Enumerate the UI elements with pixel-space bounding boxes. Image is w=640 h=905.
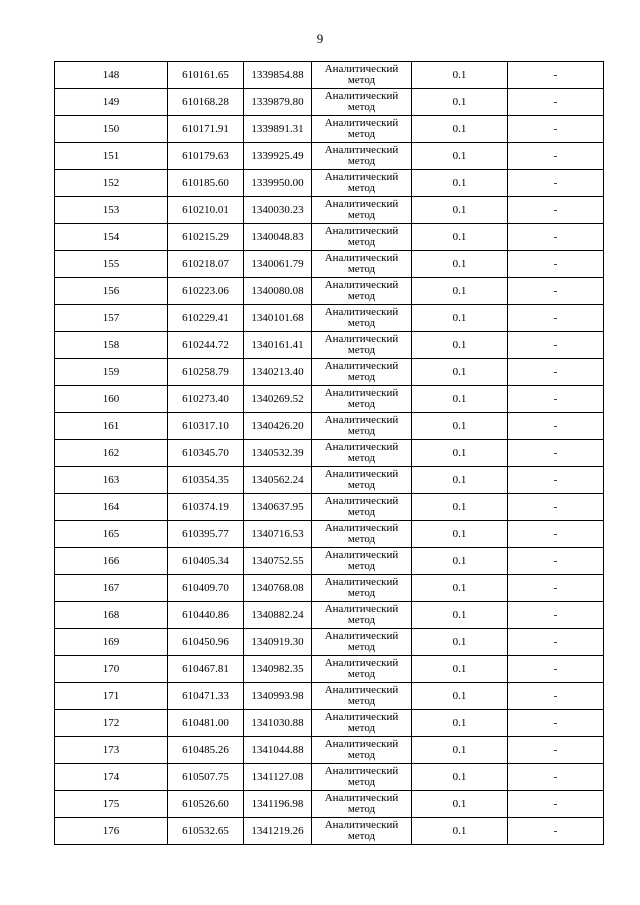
- accuracy-cell: 0.1: [412, 521, 508, 548]
- method-cell: [312, 710, 412, 737]
- method-line: метод: [347, 668, 376, 680]
- note-cell: -: [508, 683, 604, 710]
- method-line: Аналитический: [324, 630, 399, 642]
- y-coordinate-cell: 1339854.88: [244, 62, 312, 89]
- method-line: метод: [347, 425, 376, 437]
- method-line: Аналитический: [324, 468, 399, 480]
- method-line: Аналитический: [324, 684, 399, 696]
- x-coordinate-cell: 610179.63: [168, 143, 244, 170]
- method-line: метод: [347, 371, 376, 383]
- method-line: Аналитический: [324, 360, 399, 372]
- point-number-cell: 160: [55, 386, 168, 413]
- method-line: метод: [347, 776, 376, 788]
- point-number-cell: 154: [55, 224, 168, 251]
- note-cell: -: [508, 440, 604, 467]
- accuracy-cell: 0.1: [412, 251, 508, 278]
- y-coordinate-cell: 1341030.88: [244, 710, 312, 737]
- x-coordinate-cell: 610526.60: [168, 791, 244, 818]
- method-line: Аналитический: [324, 63, 399, 75]
- note-cell: -: [508, 818, 604, 845]
- method-line: Аналитический: [324, 279, 399, 291]
- table-row: [55, 791, 604, 818]
- x-coordinate-cell: 610471.33: [168, 683, 244, 710]
- note-cell: -: [508, 251, 604, 278]
- accuracy-cell: 0.1: [412, 737, 508, 764]
- x-coordinate-cell: 610218.07: [168, 251, 244, 278]
- method-cell: [312, 440, 412, 467]
- method-line: метод: [347, 560, 376, 572]
- point-number-cell: 176: [55, 818, 168, 845]
- x-coordinate-cell: 610210.01: [168, 197, 244, 224]
- method-cell: [312, 494, 412, 521]
- method-line: метод: [347, 587, 376, 599]
- x-coordinate-cell: 610345.70: [168, 440, 244, 467]
- y-coordinate-cell: 1340562.24: [244, 467, 312, 494]
- point-number-cell: 168: [55, 602, 168, 629]
- method-cell: [312, 197, 412, 224]
- note-cell: -: [508, 386, 604, 413]
- method-cell: [312, 413, 412, 440]
- table-row: [55, 683, 604, 710]
- y-coordinate-cell: 1340716.53: [244, 521, 312, 548]
- note-cell: -: [508, 494, 604, 521]
- y-coordinate-cell: 1340768.08: [244, 575, 312, 602]
- method-line: Аналитический: [324, 576, 399, 588]
- accuracy-cell: 0.1: [412, 683, 508, 710]
- note-cell: -: [508, 278, 604, 305]
- point-number-cell: 161: [55, 413, 168, 440]
- note-cell: -: [508, 62, 604, 89]
- method-line: метод: [347, 749, 376, 761]
- method-line: метод: [347, 128, 376, 140]
- table-row: [55, 143, 604, 170]
- y-coordinate-cell: 1340269.52: [244, 386, 312, 413]
- x-coordinate-cell: 610223.06: [168, 278, 244, 305]
- point-number-cell: 166: [55, 548, 168, 575]
- method-line: метод: [347, 506, 376, 518]
- method-cell: [312, 386, 412, 413]
- x-coordinate-cell: 610395.77: [168, 521, 244, 548]
- y-coordinate-cell: 1339891.31: [244, 116, 312, 143]
- method-line: Аналитический: [324, 711, 399, 723]
- method-cell: [312, 521, 412, 548]
- table-row: [55, 521, 604, 548]
- accuracy-cell: 0.1: [412, 602, 508, 629]
- note-cell: -: [508, 224, 604, 251]
- accuracy-cell: 0.1: [412, 224, 508, 251]
- point-number-cell: 174: [55, 764, 168, 791]
- point-number-cell: 151: [55, 143, 168, 170]
- method-line: Аналитический: [324, 765, 399, 777]
- method-line: метод: [347, 533, 376, 545]
- note-cell: -: [508, 89, 604, 116]
- note-cell: -: [508, 467, 604, 494]
- y-coordinate-cell: 1340752.55: [244, 548, 312, 575]
- y-coordinate-cell: 1340161.41: [244, 332, 312, 359]
- accuracy-cell: 0.1: [412, 359, 508, 386]
- x-coordinate-cell: 610507.75: [168, 764, 244, 791]
- method-line: Аналитический: [324, 819, 399, 831]
- y-coordinate-cell: 1340882.24: [244, 602, 312, 629]
- x-coordinate-cell: 610440.86: [168, 602, 244, 629]
- table-row: [55, 332, 604, 359]
- note-cell: -: [508, 791, 604, 818]
- point-number-cell: 173: [55, 737, 168, 764]
- accuracy-cell: 0.1: [412, 791, 508, 818]
- table-row: [55, 305, 604, 332]
- x-coordinate-cell: 610215.29: [168, 224, 244, 251]
- y-coordinate-cell: 1339925.49: [244, 143, 312, 170]
- table-row: [55, 116, 604, 143]
- method-cell: [312, 683, 412, 710]
- x-coordinate-cell: 610273.40: [168, 386, 244, 413]
- method-cell: [312, 575, 412, 602]
- method-line: метод: [347, 830, 376, 842]
- note-cell: -: [508, 116, 604, 143]
- point-number-cell: 171: [55, 683, 168, 710]
- method-line: Аналитический: [324, 549, 399, 561]
- method-cell: [312, 656, 412, 683]
- method-cell: [312, 332, 412, 359]
- point-number-cell: 169: [55, 629, 168, 656]
- table-body: [55, 62, 604, 845]
- method-line: Аналитический: [324, 306, 399, 318]
- y-coordinate-cell: 1340993.98: [244, 683, 312, 710]
- accuracy-cell: 0.1: [412, 386, 508, 413]
- method-cell: [312, 305, 412, 332]
- method-line: Аналитический: [324, 225, 399, 237]
- method-cell: [312, 548, 412, 575]
- method-line: Аналитический: [324, 387, 399, 399]
- page-number: 9: [316, 31, 324, 46]
- point-number-cell: 149: [55, 89, 168, 116]
- x-coordinate-cell: 610409.70: [168, 575, 244, 602]
- method-cell: [312, 791, 412, 818]
- method-line: Аналитический: [324, 603, 399, 615]
- point-number-cell: 172: [55, 710, 168, 737]
- point-number-cell: 150: [55, 116, 168, 143]
- table-row: [55, 737, 604, 764]
- accuracy-cell: 0.1: [412, 413, 508, 440]
- method-cell: [312, 737, 412, 764]
- accuracy-cell: 0.1: [412, 143, 508, 170]
- accuracy-cell: 0.1: [412, 494, 508, 521]
- table-row: [55, 494, 604, 521]
- method-line: Аналитический: [324, 738, 399, 750]
- point-number-cell: 153: [55, 197, 168, 224]
- method-line: Аналитический: [324, 171, 399, 183]
- table-row: [55, 440, 604, 467]
- point-number-cell: 170: [55, 656, 168, 683]
- table-row: [55, 629, 604, 656]
- point-number-cell: 162: [55, 440, 168, 467]
- accuracy-cell: 0.1: [412, 89, 508, 116]
- method-line: метод: [347, 398, 376, 410]
- table-row: [55, 467, 604, 494]
- y-coordinate-cell: 1339950.00: [244, 170, 312, 197]
- y-coordinate-cell: 1341044.88: [244, 737, 312, 764]
- note-cell: -: [508, 710, 604, 737]
- method-line: Аналитический: [324, 333, 399, 345]
- y-coordinate-cell: 1340426.20: [244, 413, 312, 440]
- note-cell: -: [508, 629, 604, 656]
- y-coordinate-cell: 1340030.23: [244, 197, 312, 224]
- note-cell: -: [508, 197, 604, 224]
- point-number-cell: 157: [55, 305, 168, 332]
- method-line: метод: [347, 182, 376, 194]
- method-line: метод: [347, 614, 376, 626]
- method-line: метод: [347, 155, 376, 167]
- note-cell: -: [508, 521, 604, 548]
- x-coordinate-cell: 610229.41: [168, 305, 244, 332]
- method-cell: [312, 467, 412, 494]
- method-line: Аналитический: [324, 495, 399, 507]
- method-cell: [312, 62, 412, 89]
- note-cell: -: [508, 332, 604, 359]
- x-coordinate-cell: 610467.81: [168, 656, 244, 683]
- accuracy-cell: 0.1: [412, 575, 508, 602]
- note-cell: -: [508, 359, 604, 386]
- y-coordinate-cell: 1340213.40: [244, 359, 312, 386]
- point-number-cell: 159: [55, 359, 168, 386]
- point-number-cell: 167: [55, 575, 168, 602]
- note-cell: -: [508, 305, 604, 332]
- method-line: метод: [347, 263, 376, 275]
- method-line: Аналитический: [324, 252, 399, 264]
- point-number-cell: 155: [55, 251, 168, 278]
- x-coordinate-cell: 610485.26: [168, 737, 244, 764]
- point-number-cell: 158: [55, 332, 168, 359]
- y-coordinate-cell: 1340080.08: [244, 278, 312, 305]
- y-coordinate-cell: 1340061.79: [244, 251, 312, 278]
- x-coordinate-cell: 610374.19: [168, 494, 244, 521]
- method-line: метод: [347, 209, 376, 221]
- method-line: метод: [347, 479, 376, 491]
- table-row: [55, 170, 604, 197]
- method-line: метод: [347, 236, 376, 248]
- accuracy-cell: 0.1: [412, 440, 508, 467]
- x-coordinate-cell: 610354.35: [168, 467, 244, 494]
- x-coordinate-cell: 610317.10: [168, 413, 244, 440]
- method-line: Аналитический: [324, 792, 399, 804]
- table-row: [55, 278, 604, 305]
- method-line: метод: [347, 722, 376, 734]
- accuracy-cell: 0.1: [412, 764, 508, 791]
- x-coordinate-cell: 610481.00: [168, 710, 244, 737]
- accuracy-cell: 0.1: [412, 116, 508, 143]
- coordinates-table: [54, 61, 604, 845]
- method-cell: [312, 224, 412, 251]
- method-cell: [312, 818, 412, 845]
- method-line: метод: [347, 452, 376, 464]
- method-cell: [312, 89, 412, 116]
- point-number-cell: 148: [55, 62, 168, 89]
- note-cell: -: [508, 656, 604, 683]
- table-row: [55, 413, 604, 440]
- table-row: [55, 62, 604, 89]
- point-number-cell: 164: [55, 494, 168, 521]
- point-number-cell: 165: [55, 521, 168, 548]
- method-line: метод: [347, 290, 376, 302]
- method-line: Аналитический: [324, 414, 399, 426]
- method-line: метод: [347, 344, 376, 356]
- accuracy-cell: 0.1: [412, 197, 508, 224]
- accuracy-cell: 0.1: [412, 818, 508, 845]
- accuracy-cell: 0.1: [412, 656, 508, 683]
- method-cell: [312, 764, 412, 791]
- table-row: [55, 89, 604, 116]
- table-row: [55, 818, 604, 845]
- table-row: [55, 197, 604, 224]
- method-line: Аналитический: [324, 117, 399, 129]
- accuracy-cell: 0.1: [412, 278, 508, 305]
- method-cell: [312, 359, 412, 386]
- note-cell: -: [508, 143, 604, 170]
- y-coordinate-cell: 1339879.80: [244, 89, 312, 116]
- method-line: метод: [347, 803, 376, 815]
- table-row: [55, 764, 604, 791]
- y-coordinate-cell: 1341127.08: [244, 764, 312, 791]
- note-cell: -: [508, 170, 604, 197]
- x-coordinate-cell: 610244.72: [168, 332, 244, 359]
- method-line: Аналитический: [324, 657, 399, 669]
- method-line: Аналитический: [324, 90, 399, 102]
- note-cell: -: [508, 548, 604, 575]
- accuracy-cell: 0.1: [412, 629, 508, 656]
- y-coordinate-cell: 1340048.83: [244, 224, 312, 251]
- method-cell: [312, 278, 412, 305]
- accuracy-cell: 0.1: [412, 62, 508, 89]
- y-coordinate-cell: 1340982.35: [244, 656, 312, 683]
- y-coordinate-cell: 1340532.39: [244, 440, 312, 467]
- x-coordinate-cell: 610405.34: [168, 548, 244, 575]
- method-cell: [312, 170, 412, 197]
- method-cell: [312, 629, 412, 656]
- method-line: метод: [347, 101, 376, 113]
- point-number-cell: 156: [55, 278, 168, 305]
- y-coordinate-cell: 1341196.98: [244, 791, 312, 818]
- table-row: [55, 359, 604, 386]
- method-line: метод: [347, 317, 376, 329]
- x-coordinate-cell: 610185.60: [168, 170, 244, 197]
- table-row: [55, 251, 604, 278]
- note-cell: -: [508, 737, 604, 764]
- y-coordinate-cell: 1340919.30: [244, 629, 312, 656]
- accuracy-cell: 0.1: [412, 710, 508, 737]
- method-line: Аналитический: [324, 144, 399, 156]
- x-coordinate-cell: 610532.65: [168, 818, 244, 845]
- accuracy-cell: 0.1: [412, 548, 508, 575]
- note-cell: -: [508, 575, 604, 602]
- x-coordinate-cell: 610258.79: [168, 359, 244, 386]
- method-line: метод: [347, 641, 376, 653]
- note-cell: -: [508, 764, 604, 791]
- method-line: Аналитический: [324, 198, 399, 210]
- method-line: метод: [347, 74, 376, 86]
- table-row: [55, 224, 604, 251]
- method-cell: [312, 251, 412, 278]
- table-row: [55, 710, 604, 737]
- y-coordinate-cell: 1341219.26: [244, 818, 312, 845]
- accuracy-cell: 0.1: [412, 332, 508, 359]
- accuracy-cell: 0.1: [412, 305, 508, 332]
- point-number-cell: 175: [55, 791, 168, 818]
- y-coordinate-cell: 1340101.68: [244, 305, 312, 332]
- table-row: [55, 656, 604, 683]
- table-row: [55, 602, 604, 629]
- table-row: [55, 386, 604, 413]
- x-coordinate-cell: 610161.65: [168, 62, 244, 89]
- point-number-cell: 163: [55, 467, 168, 494]
- table-row: [55, 548, 604, 575]
- method-cell: [312, 116, 412, 143]
- x-coordinate-cell: 610450.96: [168, 629, 244, 656]
- method-line: Аналитический: [324, 522, 399, 534]
- y-coordinate-cell: 1340637.95: [244, 494, 312, 521]
- note-cell: -: [508, 413, 604, 440]
- method-cell: [312, 143, 412, 170]
- method-line: метод: [347, 695, 376, 707]
- x-coordinate-cell: 610168.28: [168, 89, 244, 116]
- table-row: [55, 575, 604, 602]
- method-line: Аналитический: [324, 441, 399, 453]
- note-cell: -: [508, 602, 604, 629]
- point-number-cell: 152: [55, 170, 168, 197]
- x-coordinate-cell: 610171.91: [168, 116, 244, 143]
- accuracy-cell: 0.1: [412, 467, 508, 494]
- accuracy-cell: 0.1: [412, 170, 508, 197]
- method-cell: [312, 602, 412, 629]
